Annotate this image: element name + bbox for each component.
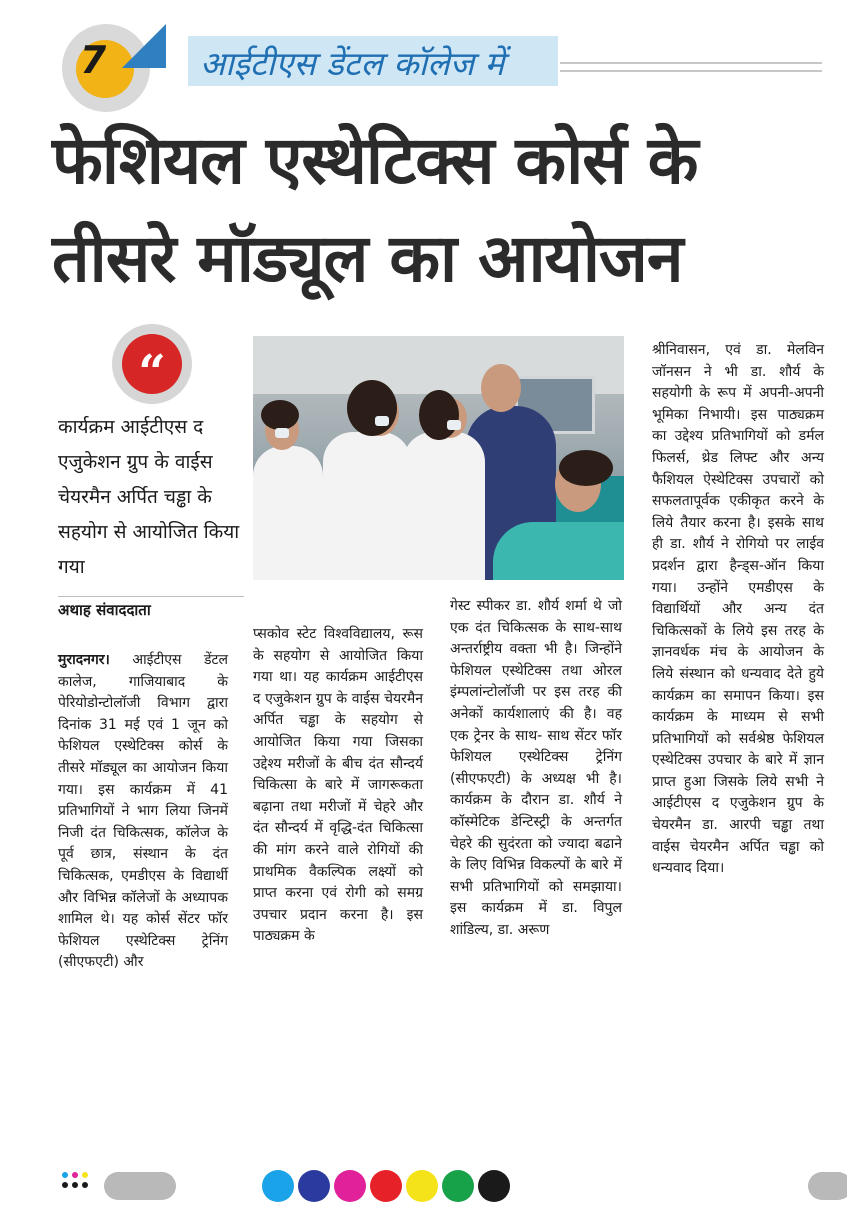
article-column-4: श्रीनिवासन, एवं डा. मेलविन जॉनसन ने भी डा. शौर्य के सहयोगी के रूप में अपनी-अपनी भूमिका निभायी। इस पाठ्यक्रम का उद्देश्य प्रतिभागियों को डर्मल फिलर्स, थ्रेड लिफ्ट और अन्य फैशियल ऐस्थेटिक्स उपचारों को सफलतापूर्वक एकीकृत करने के लिये तैयार करना है। इसके साथ ही डा. शौर्य ने रोगियो पर लाईव प्रदर्शन द्वारा हैन्ड्स-ऑन किया गया। उन्होंने एमडीएस के विद्यार्थियों और अन्य दंत चिकित्सकों के लिये इस तरह के ज्ञानवर्धक मंच के आयोजन के लिये संस्थान को धन्यवाद देते हुये कार्यक्रम का समापन किया। इस कार्यक्रम के माध्यम से सभी प्रतिभागियों को सर्वश्रेष्ठ फेशियल एस्थेटिक्स उपचार के बारे में ज्ञान प्राप्त हुआ जिसके लिये सभी ने आईटीएस द एजुकेशन ग्रुप के चेयरमैन डा. आरपी चड्ढा तथा वाईस चेयरमैन अर्पित चड्ढा को धन्यवाद दिया।	[652, 342, 824, 877]
swatch-green	[442, 1170, 474, 1202]
quote-mark-icon: “	[122, 334, 182, 394]
grey-registration-bar	[104, 1172, 176, 1200]
swatch-magenta	[334, 1170, 366, 1202]
byline-divider	[58, 596, 244, 597]
divider	[560, 62, 822, 64]
swatch-black	[478, 1170, 510, 1202]
byline: अथाह संवाददाता	[58, 601, 151, 619]
article-photo	[253, 336, 624, 580]
article-column-1	[58, 650, 228, 974]
seven-logo-icon: 7	[62, 24, 158, 114]
headline-line-1: फेशियल एस्थेटिक्स कोर्स के	[52, 122, 698, 199]
registration-dots	[62, 1170, 102, 1192]
swatch-cyan	[262, 1170, 294, 1202]
article-column-3: गेस्ट स्पीकर डा. शौर्य शर्मा थे जो एक दंत चिकित्सक के साथ-साथ अन्तर्राष्ट्रीय वक्ता भी है। जिन्होंने फेशियल एस्थेटिक्स तथा ओरल इंम्पलांन्टोलॉजी पर इस तरह की अनेकों कार्यशालाएं की है। वह एक ट्रेनर के साथ- साथ सेंटर फॉर फेशियल एस्थेटिक्स ट्रेनिंग (सीएफएटी) के अध्यक्ष भी है। कार्यक्रम के दौरान डा. शौर्य ने कॉस्मेटिक डेन्टिस्ट्री के अन्तर्गत चेहरे की सुदंरता को ज्यादा बढाने के लिए विभिन्न विकल्पों के बारे में सभी प्रतिभागियों को समझाया। इस कार्यक्रम में डा. विपुल शांडिल्य, डा. अरूण	[450, 598, 622, 938]
divider	[560, 70, 822, 72]
pull-quote: कार्यक्रम आईटीएस द एजुकेशन ग्रुप के वाईस चेयरमैन अर्पित चड्ढा के सहयोग से आयोजित किया गया	[58, 416, 240, 578]
swatch-red	[370, 1170, 402, 1202]
headline-line-2: तीसरे मॉड्यूल का आयोजन	[52, 220, 683, 297]
grey-registration-bar	[808, 1172, 847, 1200]
swatch-yellow	[406, 1170, 438, 1202]
swatch-navy	[298, 1170, 330, 1202]
dateline: मुरादनगर।	[58, 652, 110, 668]
kicker: आईटीएस डेंटल कॉलेज में	[200, 44, 505, 83]
article-column-1-text: आईटीएस डेंटल कालेज, गाजियाबाद के पेरियोडोन्टोलॉजी विभाग द्वारा दिनांक 31 मई एवं 1 जून को फेशियल एस्थेटिक्स कोर्स के तीसरे मॉड्यूल का आयोजन किया गया। इस कार्यक्रम में 41 प्रतिभागियों ने भाग लिया जिनमें निजी दंत चिकित्सक, कॉलेज के पूर्व छात्र, संस्थान के दंत चिकित्सक, एमडीएस के विद्यार्थी और विभिन्न कॉलेजों के अध्यापक शामिल थे। यह कोर्स सेंटर फॉर फेशियल एस्थेटिक्स ट्रेनिंग (सीएफएटी) और	[58, 652, 229, 971]
article-column-2: प्सकोव स्टेट विश्वविद्यालय, रूस के सहयोग से आयोजित किया गया था। यह कार्यक्रम आईटीएस द एजुकेशन ग्रुप के वाईस चेयरमैन अर्पित चड्ढा के सहयोग से आयोजित किया गया जिसका उद्देश्य मरीजों के बीच दंत सौन्दर्य चिकित्सा के बारे में जागरूकता बढ़ाना तथा मरीजों में चेहरे और दंत सौन्दर्य में वृद्धि-दंत चिकित्सा की मांग करने वाले रोगियों की प्राथमिक वैकल्पिक लक्ष्यों को प्राप्त करना एवं रोगी को समग्र उपचार प्रदान करना है। इस पाठ्यक्रम के	[253, 626, 423, 945]
